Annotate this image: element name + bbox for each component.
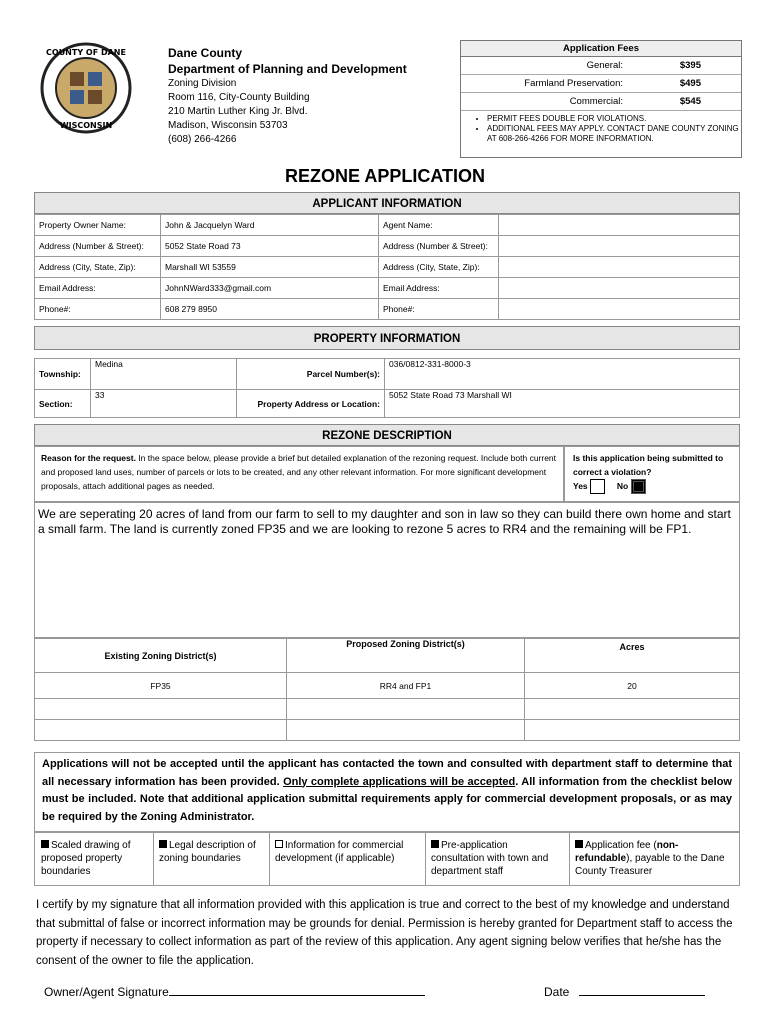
agent-phone-label: Phone#: <box>379 299 499 320</box>
fee-row <box>461 93 741 111</box>
city-label: Address (City, State, Zip): <box>35 257 161 278</box>
signature-label: Owner/Agent Signature <box>44 985 169 999</box>
fee-label: General: <box>586 60 623 71</box>
checklist-intro-rest: . All information from the checklist below must be included. Note that additional application submittal requirements apply for commercial development proposals, or as may be required by the Zoning Administrator. <box>42 775 732 823</box>
acres-cell[interactable] <box>525 699 740 720</box>
acres-header: Acres <box>525 639 740 673</box>
checklist-intro: Applications will not be accepted until the applicant has contacted the town and consulted with department staff to determine that all necessary information has been provided. <box>42 758 732 788</box>
proposed-zoning-cell[interactable] <box>287 720 525 741</box>
date-label: Date <box>544 985 570 999</box>
violation-box <box>564 446 740 502</box>
acres-cell[interactable] <box>525 720 740 741</box>
checklist-item[interactable] <box>575 839 735 878</box>
empty-box-icon <box>275 840 283 848</box>
rezone-section-header: REZONE DESCRIPTION <box>34 424 740 446</box>
agent-email-field[interactable] <box>499 278 740 299</box>
org-name: Dane County <box>168 46 243 60</box>
property-section-header: PROPERTY INFORMATION <box>34 326 740 350</box>
existing-zoning-cell[interactable] <box>35 720 287 741</box>
agent-name-label: Agent Name: <box>379 215 499 236</box>
page-title: REZONE APPLICATION <box>284 166 485 186</box>
fee-amount: $495 <box>679 78 701 89</box>
checklist-item[interactable] <box>431 839 561 878</box>
svg-text:WISCONSIN: WISCONSIN <box>59 121 113 130</box>
section-field[interactable]: 33 <box>91 390 237 418</box>
township-label: Township: <box>35 359 91 390</box>
section-label: Section: <box>35 390 91 418</box>
fee-row <box>461 75 741 93</box>
fee-label: Commercial: <box>569 96 623 107</box>
checked-box-icon <box>41 840 49 848</box>
acres-cell[interactable]: 20 <box>525 673 740 699</box>
checklist-intro-box <box>34 752 740 832</box>
description-area[interactable] <box>34 502 740 638</box>
no-label: No <box>616 481 629 491</box>
agent-address-field[interactable] <box>499 236 740 257</box>
fee-amount: $395 <box>679 60 701 71</box>
checklist-intro-underline: Only complete applications will be accepted <box>283 775 516 788</box>
proposed-zoning-header: Proposed Zoning District(s) <box>287 639 525 673</box>
checklist-item-label: Scaled drawing of proposed property boundaries <box>41 840 131 877</box>
email-label: Email Address: <box>35 278 161 299</box>
owner-name-field[interactable]: John & Jacquelyn Ward <box>161 215 379 236</box>
checked-box-icon <box>575 840 583 848</box>
checklist-item-label: Pre-application consultation with town and department staff <box>431 840 549 877</box>
reason-title: Reason for the request. <box>41 453 136 463</box>
existing-zoning-header: Existing Zoning District(s) <box>35 639 287 673</box>
owner-name-label: Property Owner Name: <box>35 215 161 236</box>
parcel-field[interactable]: 036/0812-331-8000-3 <box>385 359 740 390</box>
zoning-table <box>34 638 740 741</box>
yes-label: Yes <box>573 481 588 491</box>
proposed-zoning-cell[interactable] <box>287 699 525 720</box>
svg-text:COUNTY OF DANE: COUNTY OF DANE <box>46 48 126 57</box>
checklist-item[interactable] <box>159 839 267 865</box>
dane-county-seal <box>40 42 132 134</box>
applicant-table <box>34 214 740 320</box>
room: Room 116, City-County Building <box>168 92 310 103</box>
checklist-items <box>34 832 740 886</box>
checklist-item[interactable] <box>275 839 415 865</box>
street: 210 Martin Luther King Jr. Blvd. <box>168 106 308 117</box>
fees-title: Application Fees <box>461 41 741 57</box>
dept-phone: (608) 266-4266 <box>168 134 237 145</box>
reason-text: In the space below, please provide a brief but detailed explanation of the rezoning request. Include both current and proposed land uses, number of parcels or lots to be created, and any other relevant information. For more significant development proposals, attach additional pages as needed. <box>41 453 557 491</box>
phone-label: Phone#: <box>35 299 161 320</box>
date-line[interactable] <box>544 984 705 999</box>
address-field[interactable]: 5052 State Road 73 <box>161 236 379 257</box>
property-table <box>34 358 740 418</box>
signature-line[interactable] <box>44 984 425 999</box>
fee-note: • ADDITIONAL FEES MAY APPLY. CONTACT DANE COUNTY ZONING AT 608-266-4266 FOR MORE INFORMATION. <box>487 124 741 144</box>
applicant-section-header: APPLICANT INFORMATION <box>34 192 740 214</box>
agent-phone-field[interactable] <box>499 299 740 320</box>
city-field[interactable]: Marshall WI 53559 <box>161 257 379 278</box>
agent-city-label: Address (City, State, Zip): <box>379 257 499 278</box>
checklist-item-label-bold: non-refundable <box>575 840 679 864</box>
address-label: Address (Number & Street): <box>35 236 161 257</box>
checklist-item[interactable] <box>41 839 153 878</box>
checked-box-icon <box>159 840 167 848</box>
property-address-field[interactable]: 5052 State Road 73 Marshall WI <box>385 390 740 418</box>
existing-zoning-cell[interactable]: FP35 <box>35 673 287 699</box>
city: Madison, Wisconsin 53703 <box>168 120 288 131</box>
fee-amount: $545 <box>679 96 701 107</box>
checklist-item-label: Legal description of zoning boundaries <box>159 840 256 864</box>
checklist-item-label-rest: ), payable to the Dane County Treasurer <box>575 853 725 877</box>
email-field[interactable]: JohnNWard333@gmail.com <box>161 278 379 299</box>
fee-notes <box>487 114 741 144</box>
township-field[interactable]: Medina <box>91 359 237 390</box>
fee-row <box>461 57 741 75</box>
dept-name: Department of Planning and Development <box>168 62 407 76</box>
agent-address-label: Address (Number & Street): <box>379 236 499 257</box>
violation-question: Is this application being submitted to correct a violation? <box>573 453 724 477</box>
description-text: We are seperating 20 acres of land from our farm to sell to my daughter and son in law so they can build there own home and start a small farm. The land is currently zoned FP35 and we are looking to rezone 5 acres to RR4 and the remaining will be FP1. <box>38 507 731 536</box>
property-address-label: Property Address or Location: <box>237 390 385 418</box>
no-checkbox[interactable] <box>631 479 646 494</box>
application-fees-box <box>460 40 742 158</box>
agent-city-field[interactable] <box>499 257 740 278</box>
agent-name-field[interactable] <box>499 215 740 236</box>
phone-field[interactable]: 608 279 8950 <box>161 299 379 320</box>
division: Zoning Division <box>168 78 237 89</box>
yes-checkbox[interactable] <box>590 479 605 494</box>
parcel-label: Parcel Number(s): <box>237 359 385 390</box>
checklist-item-label: Application fee ( <box>585 840 657 851</box>
fee-label: Farmland Preservation: <box>524 78 623 89</box>
reason-instructions <box>34 446 564 502</box>
checked-box-icon <box>431 840 439 848</box>
existing-zoning-cell[interactable] <box>35 699 287 720</box>
fee-note: • PERMIT FEES DOUBLE FOR VIOLATIONS. <box>487 114 741 124</box>
department-address <box>168 45 407 147</box>
proposed-zoning-cell[interactable]: RR4 and FP1 <box>287 673 525 699</box>
agent-email-label: Email Address: <box>379 278 499 299</box>
checklist-item-label: Information for commercial development (if applicable) <box>275 840 404 864</box>
certification-text: I certify by my signature that all information provided with this application is true and correct to the best of my knowledge and understand that submittal of false or incorrect information may be grounds for denial. Permission is hereby granted for Department staff to access the property if necessary to collect information as part of the review of this application. Any agent signing below verifies that he/she has the consent of the owner to file the application. <box>36 899 733 967</box>
